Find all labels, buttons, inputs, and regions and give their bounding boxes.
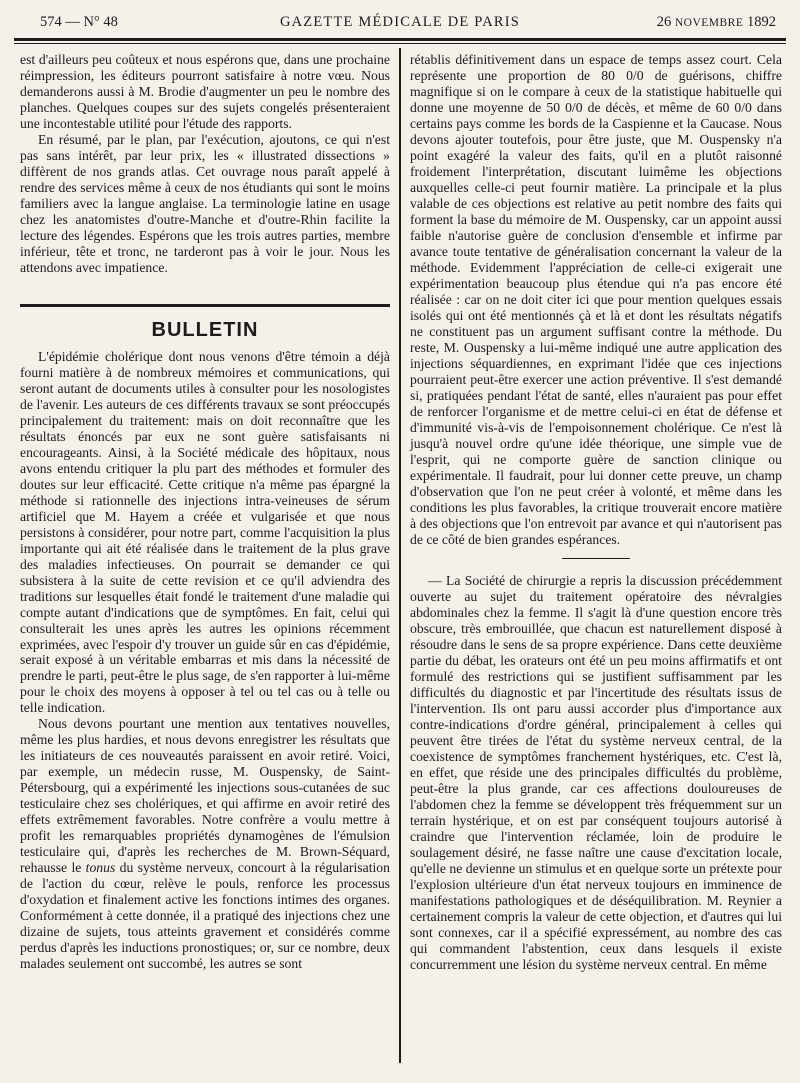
header-rule-bottom xyxy=(14,43,786,44)
page-number: 574 — N° 48 xyxy=(40,14,118,30)
column-divider xyxy=(399,48,401,1063)
review-paragraph: est d'ailleurs peu coûteux et nous espérons que, dans une prochaine réimpression, les éditeurs pourront satisfaire à notre vœu. Nous demanderons aussi à M. Brodie d'augmenter un peu le nombre des planches. Quelques coupes sur des sujets congelés présenteraient une incontestable utilité pour l'étude des rapports. xyxy=(20,52,390,131)
bulletin-text: du système nerveux, concourt à la régularisation de l'action du cœur, relève le pouls, renforce les processus d'oxydation et finalement active les fonctions intimes des organes. Conformément à cette donnée, il a pratiqué des injections chez une dizaine de sujets, tous atteints gravement et considérés comme perdus d'après les inductions pronostiques; or, sur ce nombre, deux malades seulement ont succombé, les autres se sont xyxy=(20,860,390,972)
date-year: 1892 xyxy=(747,14,776,30)
section-title: BULLETIN xyxy=(151,318,259,341)
page-header xyxy=(14,14,786,38)
section-rule xyxy=(20,304,390,307)
bulletin-paragraph: L'épidémie cholérique dont nous venons d'être témoin a déjà fourni matière à de nombreux mémoires et communications, qui seront autant de documents utiles à consulter pour les nosologistes de l'avenir. Les auteurs de ces différents travaux se sont préoccupés principalement du traitement: mais on doit reconnaître que les résultats énoncés par eux ne sont guère satisfaisants ni encourageants. Ainsi, à la Société médicale des hôpitaux, nous avons entendu critiquer la plu part des méthodes et formuler des doutes sur leur efficacité. Cette critique n'a même pas épargné la méthode si rationnelle des injections intra-veineuses de sérum artificiel que M. Hayem a créée et vulgarisée et que nous persistons à considérer, pour notre part, comme l'acquisition la plus importante qui ait été réalisée dans le traitement de la plus grave des maladies infectieuses. On pourrait se demander ce qui subsistera à la suite de cette revision et ce qu'il adviendra des traditions sur lesquelles était fondé le traitement d'une maladie qui compte autant d'indications que de symptômes. En fait, celui qui consulterait les unes après les autres les opinions récemment exprimées, avec l'espoir d'y trouver un guide sûr en cas d'épidémie, serait exposé à un véritable embarras et mis dans la nécessité de prendre le parti, peut-être le plus sage, de s'en rapporter à lui-même pour le choix des moyens à opposer à tel ou tel cas ou à telle ou telle indication. xyxy=(20,348,390,716)
bulletin-paragraph: — La Société de chirurgie a repris la discussion précédemment ouverte au sujet du traitement opératoire des névralgies abdominales chez la femme. Il s'agit là d'une question encore très obscure, très embrouillée, que chacun est naturellement disposé à résoudre dans le sens de sa propre expérience. Dans cette deuxième partie du débat, les orateurs ont été un peu moins affirmatifs et ont formulé des restrictions qui se justifient suffisamment par les difficultés du diagnostic et par l'incertitude des résultats issus de l'intervention. Ils ont paru aussi accorder plus d'importance aux contre-indications d'ordre général, principalement à celles qui peuvent être tirées de l'état du système nerveux central, de la coexistence de symptômes franchement hystériques, etc. C'est là, en effet, que réside une des principales difficultés du problème, peut-être la plus grande, car ces affections douloureuses de l'abdomen chez la femme se développent très fréquemment sur un terrain hystérique, et on est par conséquent toujours autorisé à craindre que l'intervention réclamée, loin de produire le soulagement désiré, ne fasse naître une cause d'excitation locale, qu'elle ne devienne un stimulus et en quelque sorte un prétexte pour l'explosion ultérieure d'un état nerveux toujours en imminence de manifestations pathologiques et de déséquilibration. M. Reynier a certainement compris la valeur de cette objection, et d'autres qui lui sont connexes, car il a spécifié expressément, au nombre des cas qui commandent l'abstention, ceux dans lesquels il existe concurremment une lésion du système nerveux central. En même xyxy=(410,573,782,972)
left-column xyxy=(20,52,390,972)
bulletin-paragraph: rétablis définitivement dans un espace de temps assez court. Cela représente une proportion de 80 0/0 de guérisons, chiffre magnifique si on le compare à ceux de la statistique habituelle qui donne une moyenne de 50 0/0 de décès, et même de 60 0/0 dans certains pays comme les bords de la Caspienne et la Caucase. Nous devons ajouter toutefois, pour être juste, que M. Ouspensky n'a point exagéré la valeur des faits, qu'il en a plutôt raisonné froidement l'interprétation, discutant luimême les objections auxquelles celle-ci peut fournir matière. La principale et la plus valable de ces objections est relative au petit nombre des faits qui forment la base du mémoire de M. Ouspensky, car un appoint aussi faible n'autorise guère de conclusion d'ensemble et infirme par avance toute tentative de généralisation concernant la valeur de la méthode. Evidemment l'appréciation de celle-ci exigerait une expérimentation beaucoup plus étendue qui n'a pas encore été réalisée : car on ne doit citer ici que pour mention quelques essais isolés qui ont été mentionnés çà et là et dont les résultats négatifs ne constituent pas un argument suffisant contre la méthode. Du reste, M. Ouspensky a lui-même indiqué une autre application des injections séquardiennes, en exprimant l'idée que ces injections pourraient peut-être exercer une action préventive. Il s'est demandé si, pratiquées pendant l'état de santé, elles n'auraient pas pour effet de renforcer l'organisme et de mettre celui-ci en état de défense et d'immunité vis-à-vis de l'empoisonnement cholérique. Ce n'est là jusqu'à nouvel ordre qu'une idée théorique, une simple vue de l'esprit, qui ne comporte guère de sanction clinique ou expérimentale. Il faudrait, pour lui donner cette preuve, un champ d'observation que l'on ne peut créer à volonté, et même dans les conditions les plus favorables, la critique trouverait encore matière à des objections que l'on entrevoit par avance et qui n'autorisent pas de ce côté de bien grandes espérances. xyxy=(410,52,782,547)
date-day: 26 xyxy=(656,14,672,30)
bulletin-paragraph xyxy=(20,716,390,972)
header-rule-top xyxy=(14,38,786,41)
date-month: NOVEMBRE xyxy=(674,17,744,29)
bulletin-text: Nous devons pourtant une mention aux tentatives nouvelles, même les plus hardies, et nous devons enregistrer les résultats que les initiateurs de ces nouveautés paraissent en avoir retiré. Voici, par exemple, un médecin russe, M. Ouspensky, de Saint-Pétersbourg, qui a expérimenté les injections sous-cutanées de suc testiculaire chez ses cholériques, et qui affirme en avoir retiré des effets extrêmement favorables. Notre confrère a voulu mettre à profit les remarquables propriétés dynamogènes de l'émulsion testiculaire qui, d'après les recherches de M. Brown-Séquard, rehausse le xyxy=(20,716,390,876)
review-paragraph: En résumé, par le plan, par l'exécution, ajoutons, ce qui n'est pas sans intérêt, par leur prix, les « illustrated dissections » diffèrent de nos grands atlas. Cet ouvrage nous paraît appelé à rendre des services même à ceux de nos étudiants qui sont le moins familiers avec la langue anglaise. La terminologie latine en usage chez les anatomistes d'outre-Manche et d'outre-Rhin facilite la lecture des légendes. Espérons que les trois autres parties, membre inférieur, tête et tronc, ne tarderont pas à voir le jour. Nous les attendons avec impatience. xyxy=(20,131,390,275)
issue-date xyxy=(657,14,776,31)
paragraph-separator xyxy=(562,558,630,560)
journal-title: GAZETTE MÉDICALE DE PARIS xyxy=(279,14,521,30)
right-column xyxy=(410,52,782,973)
bulletin-italic-term: tonus xyxy=(85,860,116,876)
